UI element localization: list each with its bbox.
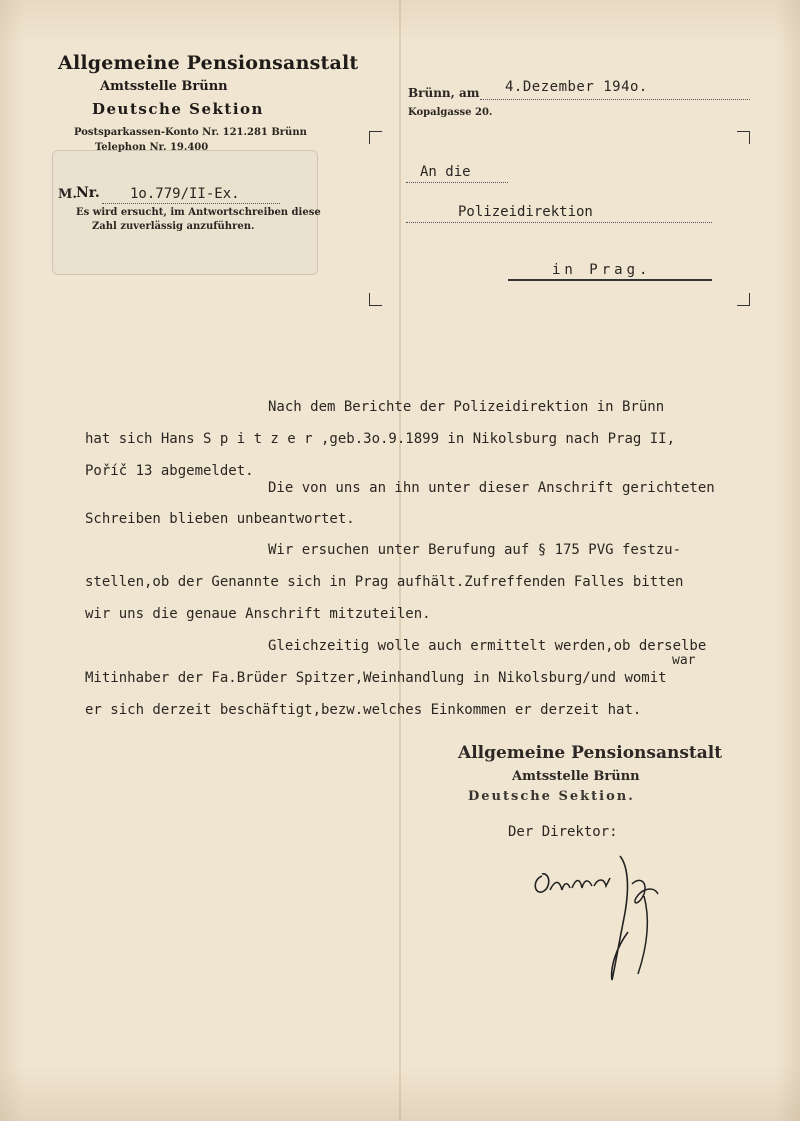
body-insert-war: war xyxy=(672,653,696,668)
recipient-dotline-1 xyxy=(406,182,508,183)
reference-label: Nr. xyxy=(76,185,100,201)
recipient-underline xyxy=(508,279,712,281)
body-line-3: Poříč 13 abgemeldet. xyxy=(85,463,254,479)
signature-title: Der Direktor: xyxy=(508,824,618,840)
body-line-5: Schreiben blieben unbeantwortet. xyxy=(85,511,355,527)
body-line-11: er sich derzeit beschäftigt,bezw.welches Einkommen er derzeit hat. xyxy=(85,702,642,718)
letterhead-telephone: Telephon Nr. 19.400 xyxy=(95,142,209,153)
letterhead-postal-account: Postsparkassen-Konto Nr. 121.281 Brünn xyxy=(74,127,307,138)
reference-prefix: M. xyxy=(58,187,77,202)
body-line-2: hat sich Hans S p i t z e r ,geb.3o.9.1899 in Nikolsburg nach Prag II, xyxy=(85,431,676,447)
signature-org: Allgemeine Pensionsanstalt xyxy=(458,743,723,763)
fold-line xyxy=(399,0,401,1121)
signature-office: Amtsstelle Brünn xyxy=(512,769,640,784)
body-line-6: Wir ersuchen unter Berufung auf § 175 PVG festzu- xyxy=(268,542,682,558)
recipient-dotline-2 xyxy=(406,222,712,223)
body-line-9: Gleichzeitig wolle auch ermittelt werden,ob derselbe xyxy=(268,638,707,654)
recipient-line-3: in Prag. xyxy=(552,262,652,278)
date-dotline xyxy=(480,99,750,100)
letter-date: 4.Dezember 194o. xyxy=(505,79,648,95)
reference-note-1: Es wird ersucht, im Antwortschreiben diese xyxy=(76,207,321,218)
reference-number: 1o.779/II-Ex. xyxy=(130,186,240,202)
place-label: Brünn, am xyxy=(408,86,480,100)
body-line-7: stellen,ob der Genannte sich in Prag aufhält.Zufreffenden Falles bitten xyxy=(85,574,684,590)
body-line-10: Mitinhaber der Fa.Brüder Spitzer,Weinhandlung in Nikolsburg/und womit xyxy=(85,670,667,686)
letterhead-org: Allgemeine Pensionsanstalt xyxy=(58,52,359,74)
recipient-line-1: An die xyxy=(420,164,471,180)
body-line-4: Die von uns an ihn unter dieser Anschrift gerichteten xyxy=(268,480,715,496)
address-corner-bl xyxy=(369,293,382,306)
reference-note-2: Zahl zuverlässig anzuführen. xyxy=(92,221,255,232)
body-line-8: wir uns die genaue Anschrift mitzuteilen. xyxy=(85,606,431,622)
recipient-line-2: Polizeidirektion xyxy=(458,204,593,220)
reference-dotline xyxy=(102,203,280,204)
address-corner-tl xyxy=(369,131,382,144)
handwritten-signature xyxy=(520,848,690,988)
letterhead-office: Amtsstelle Brünn xyxy=(100,79,228,94)
signature-section: Deutsche Sektion. xyxy=(468,789,635,804)
street-address: Kopalgasse 20. xyxy=(408,107,493,118)
letterhead-section: Deutsche Sektion xyxy=(92,100,264,118)
address-corner-br xyxy=(737,293,750,306)
address-corner-tr xyxy=(737,131,750,144)
body-line-1: Nach dem Berichte der Polizeidirektion in Brünn xyxy=(268,399,665,415)
